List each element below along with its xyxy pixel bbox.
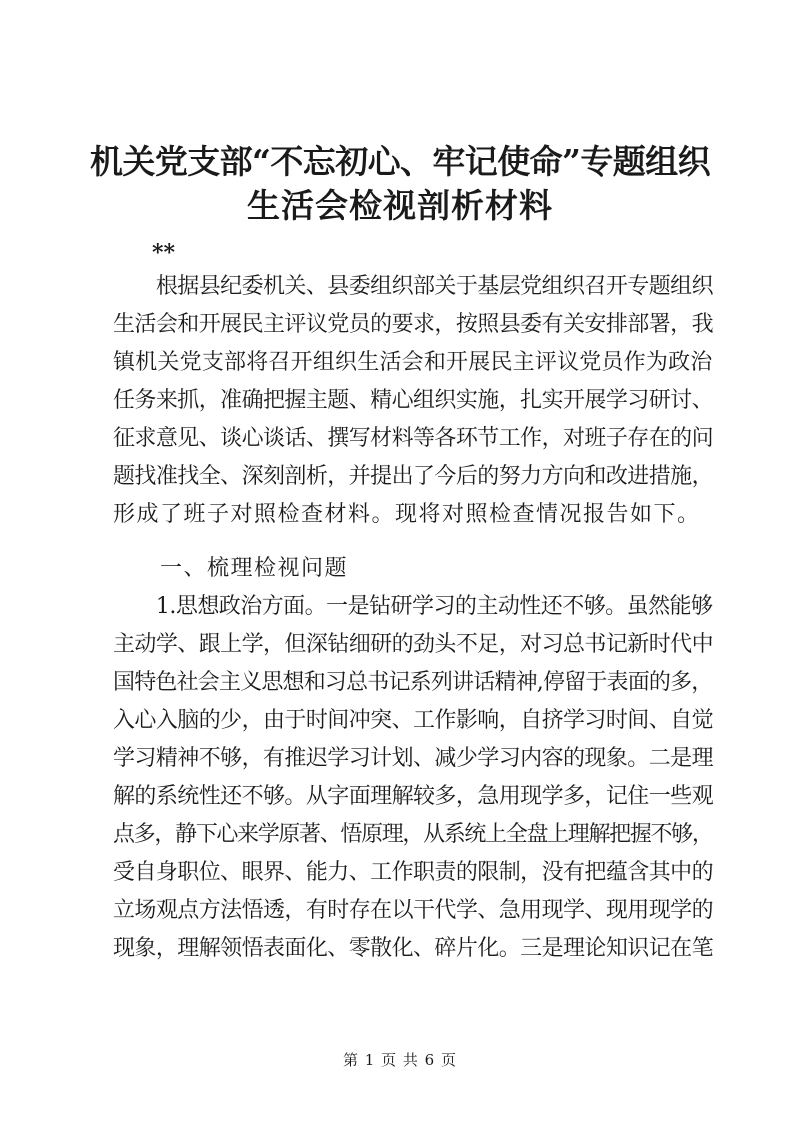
body-line: 题找准找全、深刻剖析，并提出了今后的努力方向和改进措施， bbox=[113, 464, 714, 489]
document-title-line-1: 机关党支部“不忘初心、牢记使命”专题组织 bbox=[90, 142, 710, 181]
document-title-line-2: 生活会检视剖析材料 bbox=[247, 186, 553, 225]
body-line: 根据县纪委机关、县委组织部关于基层党组织召开专题组织 bbox=[113, 274, 714, 299]
body-line: 入心入脑的少，由于时间冲突、工作影响，自挤学习时间、自觉 bbox=[113, 708, 714, 733]
body-line: 形成了班子对照检查材料。现将对照检查情况报告如下。 bbox=[113, 502, 701, 527]
body-line: 生活会和开展民主评议党员的要求，按照县委有关安排部署，我 bbox=[113, 312, 714, 337]
body-line: 受自身职位、眼界、能力、工作职责的限制，没有把蕴含其中的 bbox=[113, 860, 714, 885]
section-heading: 一、梳理检视问题 bbox=[113, 556, 349, 581]
body-line: 镇机关党支部将召开组织生活会和开展民主评议党员作为政治 bbox=[113, 350, 713, 375]
body-line: 1.思想政治方面。一是钻研学习的主动性还不够。虽然能够 bbox=[113, 594, 713, 619]
page-number-footer: 第 1 页 共 6 页 bbox=[343, 1051, 457, 1069]
body-line: 现象，理解领悟表面化、零散化、碎片化。三是理论知识记在笔 bbox=[113, 936, 714, 961]
document-author: ** bbox=[152, 240, 176, 266]
body-line: 主动学、跟上学，但深钻细研的劲头不足，对习总书记新时代中 bbox=[113, 632, 714, 657]
body-line: 国特色社会主义思想和习总书记系列讲话精神,停留于表面的多， bbox=[113, 670, 713, 695]
body-line: 解的系统性还不够。从字面理解较多，急用现学多，记住一些观 bbox=[113, 784, 714, 809]
body-line: 征求意见、谈心谈话、撰写材料等各环节工作，对班子存在的问 bbox=[113, 426, 714, 451]
body-line: 学习精神不够，有推迟学习计划、减少学习内容的现象。二是理 bbox=[113, 746, 714, 771]
body-line: 点多，静下心来学原著、悟原理，从系统上全盘上理解把握不够， bbox=[113, 822, 713, 847]
body-line: 任务来抓，准确把握主题、精心组织实施，扎实开展学习研讨、 bbox=[113, 388, 714, 413]
body-line: 立场观点方法悟透，有时存在以干代学、急用现学、现用现学的 bbox=[113, 898, 714, 923]
